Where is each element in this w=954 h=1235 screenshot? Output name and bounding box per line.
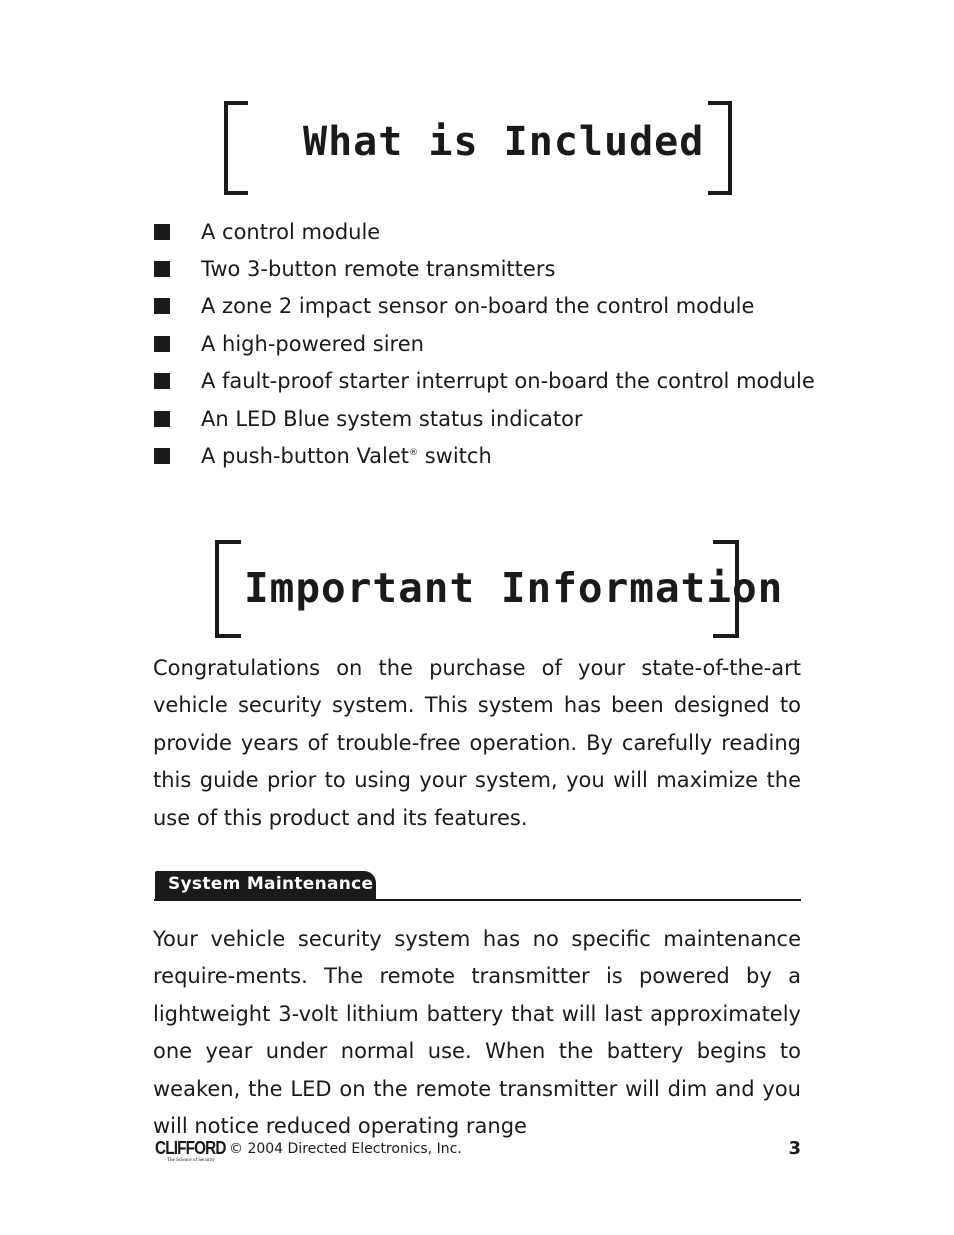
intro-paragraph: Congratulations on the purchase of your state-of-the-art vehicle security system. This system has been designed to provide years of trouble-free operation. By carefully reading this guide prior to using your system, you will maximize the use of this product and its features. [153, 656, 801, 830]
page-footer [155, 1138, 801, 1168]
page-number: 3 [788, 1138, 801, 1159]
list-item: A fault-proof starter interrupt on-board the control module [154, 363, 815, 400]
list-item: A high-powered siren [154, 325, 815, 362]
subsection-title: System Maintenance [168, 874, 374, 894]
registered-mark: ® [409, 448, 419, 459]
item-text-suffix: switch [418, 444, 492, 469]
maintenance-paragraph: Your vehicle security system has no specific maintenance require-ments. The remote transmitter is powered by a lightweight 3-volt lithium battery that will last approximately one year under normal use. When the battery begins to weaken, the LED on the remote transmitter will dim and you will notice reduced operating range [153, 927, 801, 1139]
list-item: A zone 2 impact sensor on-board the control module [154, 288, 815, 325]
copyright-notice: © 2004 Directed Electronics, Inc. [229, 1141, 462, 1157]
square-bullet-icon [154, 373, 170, 389]
logo-wordmark: CLIFFORD [155, 1138, 226, 1158]
section-heading-important-information [215, 540, 784, 638]
clifford-logo [155, 1139, 238, 1163]
list-item: An LED Blue system status indicator [154, 400, 815, 437]
included-items-list [154, 213, 815, 475]
logo-tagline: The Science of Security [167, 1158, 215, 1163]
right-bracket [713, 540, 739, 638]
left-bracket [224, 101, 248, 195]
section-title: What is Included [303, 119, 705, 165]
item-text-main: A push-button Valet [201, 444, 410, 469]
list-item: A control module [154, 213, 815, 250]
square-bullet-icon [154, 448, 170, 464]
square-bullet-icon [154, 411, 170, 427]
list-item: Two 3-button remote transmitters [154, 250, 815, 287]
list-item [154, 437, 815, 474]
section-heading-what-is-included [224, 101, 732, 195]
square-bullet-icon [154, 224, 170, 240]
section-title: Important Information [244, 564, 784, 612]
subsection-tab [155, 871, 376, 901]
left-bracket [215, 540, 241, 638]
square-bullet-icon [154, 261, 170, 277]
square-bullet-icon [154, 298, 170, 314]
square-bullet-icon [154, 336, 170, 352]
right-bracket [708, 101, 732, 195]
